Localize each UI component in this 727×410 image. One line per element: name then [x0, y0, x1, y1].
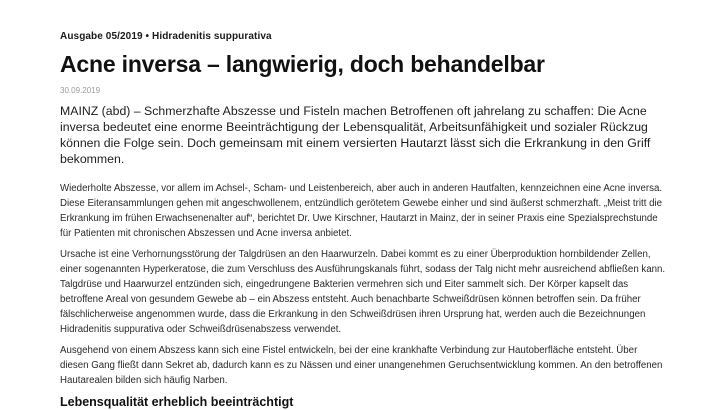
body-paragraph: Ursache ist eine Verhornungsstörung der Talgdrüsen an den Haarwurzeln. Dabei kommt es zu einer Überproduktion hornbildender Zellen, einer sogenannten Hyperkeratose, die zum Verschluss des Ausführungskanals führt, sodass der Talg nicht mehr ausreichend abfließen kann. Talgdrüse und Haarwurzel entzünden sich, eingedrungene Bakterien vermehren sich und Eiter sammelt sich. Der Körper kapselt das betroffene Areal von gesundem Gewebe ab – ein Abszess entsteht. Auch benachbarte Schweißdrüsen können betroffen sein. Da früher fälschlicherweise angenommen wurde, dass die Erkrankung in den Schweißdrüsen ihren Ursprung hat, werden auch die Bezeichnungen Hidradenitis suppurativa oder Schweißdrüsenabszess verwendet.: [60, 249, 666, 335]
section-heading: Lebensqualität erheblich beeinträchtigt: [60, 395, 294, 409]
body-paragraph: Ausgehend von einem Abszess kann sich eine Fistel entwickeln, bei der eine krankhafte Verbindung zur Hautoberfläche entsteht. Über diesen Gang fließt dann Sekret ab, dadurch kann es zu Nässen und einer unangenehmen Geruchsentwicklung kommen. An den betroffenen Hautarealen bilden sich häufig Narben.: [60, 345, 663, 386]
lead-paragraph: MAINZ (abd) – Schmerzhafte Abszesse und Fisteln machen Betroffenen oft jahrelang zu schaffen: Die Acne inversa bedeutet eine enorme Beeinträchtigung der Lebensqualität, Arbeitsunfähigkeit und sozialer Rückzug können die Folge sein. Doch gemeinsam mit einem versierten Hautarzt lässt sich die Erkrankung in den Griff bekommen.: [60, 104, 651, 166]
article-title: Acne inversa – langwierig, doch behandelbar: [60, 51, 545, 77]
body-paragraph: Wiederholte Abszesse, vor allem im Achsel-, Scham- und Leistenbereich, aber auch in anderen Hautfalten, kennzeichnen eine Acne inversa. Diese Eiteransammlungen gehen mit angeschwollenem, entzündlich gerötetem Gewebe einher und sind äußerst schmerzhaft. „Meist tritt die Erkrankung im frühen Erwachsenenalter auf“, berichtet Dr. Uwe Kirschner, Hautarzt in Mainz, der in seiner Praxis eine Spezialsprechstunde für Patienten mit chronischen Abszessen und Acne inversa anbietet.: [60, 183, 663, 239]
issue-kicker: Ausgabe 05/2019 • Hidradenitis suppurativa: [60, 31, 272, 42]
publish-date: 30.09.2019: [60, 86, 101, 95]
